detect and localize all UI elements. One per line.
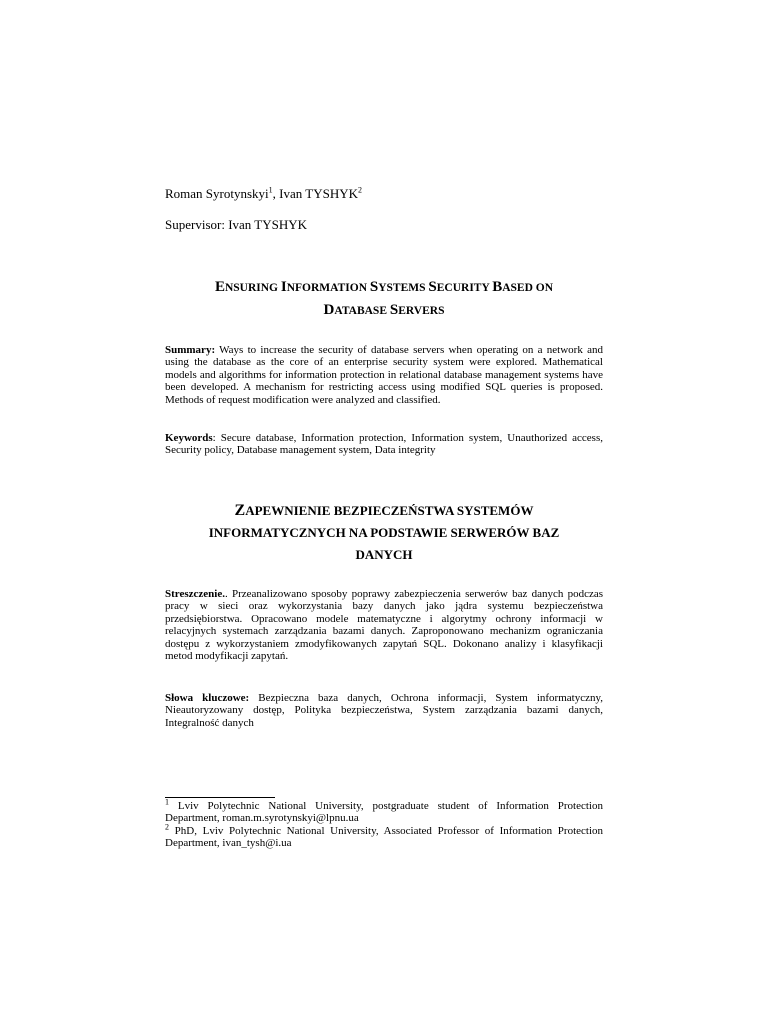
title-word-rest: NSURING bbox=[224, 282, 281, 294]
title-word-rest: YSTEMS bbox=[378, 282, 429, 294]
english-summary bbox=[165, 344, 603, 406]
title-word-cap: D bbox=[323, 302, 335, 318]
polish-title bbox=[165, 500, 603, 566]
keywords-label: Keywords bbox=[165, 432, 213, 444]
polish-title-line-1 bbox=[235, 503, 534, 518]
footnote-divider bbox=[165, 797, 275, 798]
footnote-2-mark: 2 bbox=[165, 822, 169, 832]
polish-summary bbox=[165, 588, 603, 662]
summary-label: Summary: bbox=[165, 344, 216, 356]
title-word-cap: S bbox=[369, 279, 379, 295]
polish-title-line-3: DANYCH bbox=[355, 547, 413, 562]
paper-page bbox=[165, 0, 603, 1024]
title-word-cap: Z bbox=[234, 502, 246, 519]
author-2-name: Ivan TYSHYK bbox=[279, 186, 358, 201]
summary-text: Ways to increase the security of database servers when operating on a network and using the database as the core of an enterprise security system were explored. Mathematical models and algorithms for information protection in relational database management systems have been developed. A mechanism for restricting access using modified SQL queries is proposed. Methods of request modification were analyzed and classified. bbox=[165, 344, 603, 406]
author-separator: , bbox=[272, 186, 280, 201]
streszczenie-text: . Przeanalizowano sposoby poprawy zabezpieczenia serwerów baz danych podczas pracy w sieci oraz wykorzystania bazy danych jako jądra systemu bezpieczeństwa przedsiębiorstwa. Opracowano modele matematyczne i algorytmy ochrony informacji w relacyjnych systemach zarządzania bazami danych. Zaproponowano mechanizm ograniczania dostępu z wykorzystaniem zmodyfikowanych zapytań SQL. Dokonano analizy i klasyfikacji metod modyfikacji zapytań. bbox=[165, 588, 603, 663]
title-word-cap: I bbox=[280, 279, 287, 295]
author-1-name: Roman Syrotynskyi bbox=[165, 186, 269, 201]
footnotes bbox=[165, 797, 603, 850]
title-word-rest: ECURITY bbox=[436, 282, 493, 294]
footnote-2 bbox=[165, 822, 603, 850]
title-word-rest: ERVERS bbox=[398, 305, 445, 317]
english-title-line-2 bbox=[323, 302, 445, 318]
english-title bbox=[165, 276, 603, 322]
footnote-1 bbox=[165, 797, 603, 825]
title-word-cap: E bbox=[214, 279, 225, 295]
author-2-footnote-mark: 2 bbox=[358, 185, 362, 195]
title-word-rest: NFORMATION bbox=[286, 282, 370, 294]
title-word-rest: ASED ON bbox=[502, 282, 554, 294]
keywords-text: : Secure database, Information protection, Information system, Unauthorized access, Security policy, Database management system, Data integrity bbox=[165, 432, 603, 457]
title-word-rest: ATABASE bbox=[334, 305, 390, 317]
streszczenie-label: Streszczenie. bbox=[165, 588, 225, 600]
polish-title-line-2: INFORMATYCZNYCH NA PODSTAWIE SERWERÓW BAZ bbox=[208, 525, 560, 540]
author-line bbox=[165, 186, 362, 202]
supervisor-line: Supervisor: Ivan TYSHYK bbox=[165, 217, 308, 232]
slowa-text: Bezpieczna baza danych, Ochrona informacji, System informatyczny, Nieautoryzowany dostęp, Polityka bezpieczeństwa, System zarządzania bazami danych, Integralność danych bbox=[165, 692, 604, 729]
footnote-1-mark: 1 bbox=[165, 797, 169, 807]
title-word-rest: APEWNIENIE BEZPIECZEŃSTWA SYSTEMÓW bbox=[245, 503, 534, 518]
title-word-cap: S bbox=[389, 302, 399, 318]
english-title-line-1 bbox=[214, 279, 554, 295]
footnote-1-text: Lviv Polytechnic National University, postgraduate student of Information Protection Department, roman.m.syrotynskyi@lpnu.ua bbox=[165, 800, 603, 825]
author-1-footnote-mark: 1 bbox=[268, 185, 273, 195]
title-word-cap: S bbox=[428, 279, 437, 295]
english-keywords bbox=[165, 432, 603, 457]
footnote-2-text: PhD, Lviv Polytechnic National University, Associated Professor of Information Protection Department, ivan_tysh@i.ua bbox=[165, 824, 603, 850]
polish-keywords bbox=[165, 692, 603, 729]
slowa-label: Słowa kluczowe: bbox=[165, 692, 250, 704]
title-word-cap: B bbox=[492, 279, 503, 295]
